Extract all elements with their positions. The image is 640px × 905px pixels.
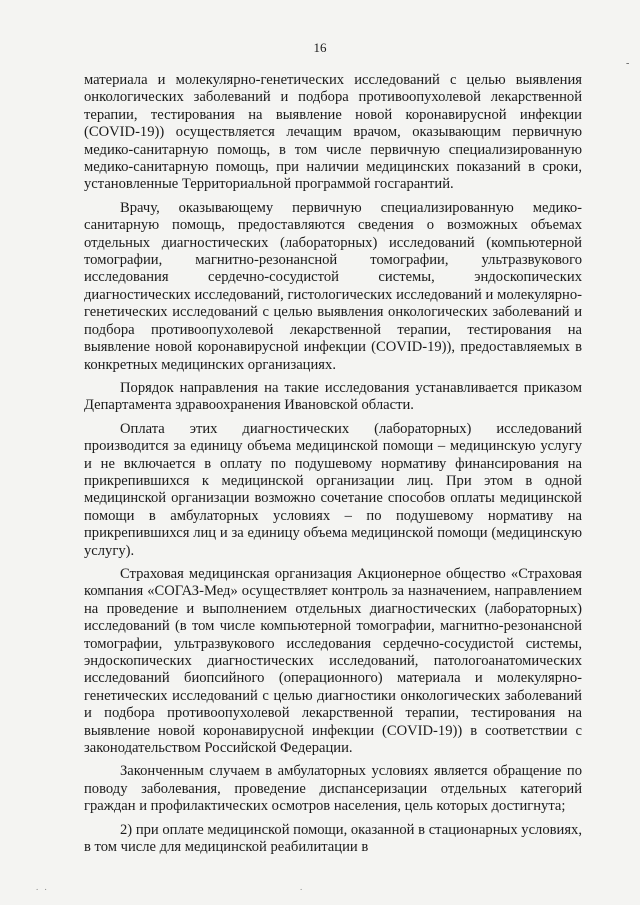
paragraph-7: 2) при оплате медицинской помощи, оказанной в стационарных условиях, в том числе для медицинской реабилитации в bbox=[84, 821, 582, 856]
paragraph-6: Законченным случаем в амбулаторных условиях является обращение по поводу заболевания, проведение диспансеризации отдельных категорий граждан и профилактических осмотров населения, цель которых достигнута; bbox=[84, 763, 582, 815]
paragraph-2: Врачу, оказывающему первичную специализированную медико-санитарную помощь, предоставляются сведения о возможных объемах отдельных диагностических (лабораторных) исследований (компьютерной томографии, магнитно-резонансной томографии, ультразвукового исследования сердечно-сосудистой системы, эндоскопических диагностических исследований, гистологических исследований и молекулярно-генетических исследований с целью выявления онкологических заболеваний и подбора противоопухолевой лекарственной терапии, тестирования на выявление новой коронавирусной инфекции (COVID-19)), предоставляемых в конкретных медицинских организациях. bbox=[84, 199, 582, 373]
document-body bbox=[84, 72, 582, 856]
page-number: 16 bbox=[313, 40, 327, 55]
paragraph-5: Страховая медицинская организация Акционерное общество «Страховая компания «СОГАЗ-Мед» осуществляет контроль за назначением, направлением на проведение и выполнением отдельных диагностических (лабораторных) исследований (в том числе компьютерной томографии, магнитно-резонансной томографии, ультразвукового исследования сердечно-сосудистой системы, эндоскопических диагностических исследований, патологоанатомических исследований биопсийного (операционного) материала и молекулярно-генетических исследований с целью диагностики онкологических заболеваний и подбора противоопухолевой лекарственной терапии, тестирования на выявление новой коронавирусной инфекции (COVID-19)) в соответствии с законодательством Российской Федерации. bbox=[84, 565, 582, 757]
paragraph-4: Оплата этих диагностических (лабораторных) исследований производится за единицу объема медицинской помощи – медицинскую услугу и не включается в оплату по подушевому нормативу финансирования на прикрепившихся к медицинской организации лиц. При этом в одной медицинской организации возможно сочетание способов оплаты медицинской помощи в амбулаторных условиях – по подушевому нормативу на прикрепившихся лиц и за единицу объема медицинской помощи (медицинскую услугу). bbox=[84, 420, 582, 559]
scan-artifact-dot: . bbox=[300, 882, 303, 892]
scan-mark: - bbox=[626, 58, 630, 69]
scan-artifact-dots: . . bbox=[36, 882, 49, 892]
paragraph-1: материала и молекулярно-генетических исследований с целью выявления онкологических заболеваний и подбора противоопухолевой лекарственной терапии, тестирования на выявление новой коронавирусной инфекции (COVID-19)) осуществляется лечащим врачом, оказывающим первичную медико-санитарную помощь, в том числе первичную специализированную медико-санитарную помощь, при наличии медицинских показаний в сроки, установленные Территориальной программой госгарантий. bbox=[84, 72, 582, 193]
paragraph-3: Порядок направления на такие исследования устанавливается приказом Департамента здравоохранения Ивановской области. bbox=[84, 379, 582, 414]
